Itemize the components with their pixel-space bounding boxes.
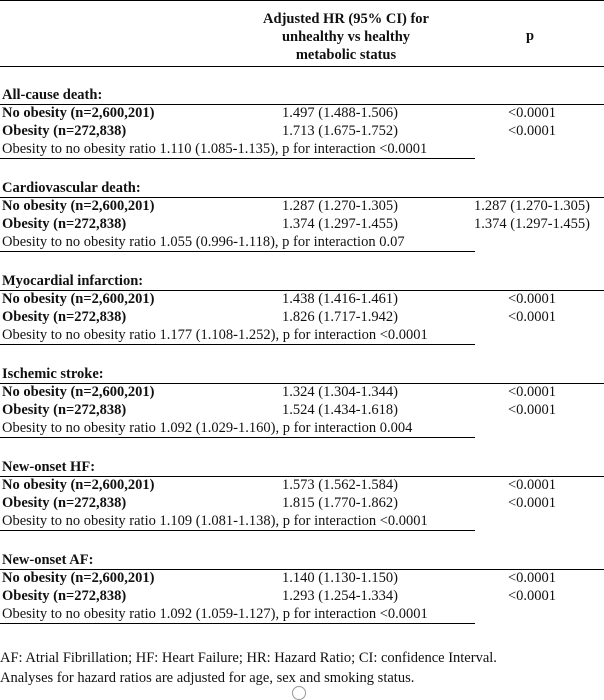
- table-section: [0, 179, 604, 259]
- row-label: No obesity (n=2,600,201): [2, 105, 155, 121]
- row-hr: 1.374 (1.297-1.455): [282, 216, 398, 232]
- row-p: <0.0001: [507, 105, 557, 121]
- table-row: [0, 476, 604, 494]
- row-p: <0.0001: [507, 495, 557, 511]
- column-header-hr-line: metabolic status: [295, 47, 397, 63]
- table-section: [0, 365, 604, 445]
- section-underline: [0, 623, 475, 624]
- footnote: [0, 648, 497, 688]
- table-top-rule: [0, 0, 604, 2]
- row-p: <0.0001: [507, 384, 557, 400]
- table-row: [0, 383, 604, 401]
- scroll-indicator-icon: [292, 686, 306, 700]
- table-row: [0, 104, 604, 122]
- row-label: No obesity (n=2,600,201): [2, 291, 155, 307]
- table-row: [0, 587, 604, 605]
- section-underline: [0, 437, 475, 438]
- table-row: [0, 122, 604, 140]
- row-label: No obesity (n=2,600,201): [2, 477, 155, 493]
- ratio-text: Obesity to no obesity ratio 1.177 (1.108-1.252), p for interaction <0.0001: [2, 327, 428, 343]
- row-label: Obesity (n=272,838): [2, 402, 127, 418]
- row-hr: 1.324 (1.304-1.344): [282, 384, 398, 400]
- section-title: New-onset HF:: [2, 459, 96, 475]
- section-underline: [0, 344, 475, 345]
- section-underline: [0, 530, 475, 531]
- ratio-text: Obesity to no obesity ratio 1.092 (1.029-1.160), p for interaction 0.004: [2, 420, 413, 436]
- table-row: [0, 401, 604, 419]
- table-section: [0, 86, 604, 166]
- row-label: Obesity (n=272,838): [2, 216, 127, 232]
- row-hr: 1.287 (1.270-1.305): [282, 198, 398, 214]
- column-header-hr: [246, 10, 446, 64]
- row-p: <0.0001: [507, 588, 557, 604]
- row-hr: 1.524 (1.434-1.618): [282, 402, 398, 418]
- row-p: <0.0001: [507, 291, 557, 307]
- table-row: [0, 290, 604, 308]
- column-header-p: p: [525, 28, 535, 44]
- section-title: Cardiovascular death:: [2, 180, 141, 196]
- ratio-text: Obesity to no obesity ratio 1.092 (1.059-1.127), p for interaction <0.0001: [2, 606, 428, 622]
- section-underline: [0, 251, 475, 252]
- row-label: Obesity (n=272,838): [2, 588, 127, 604]
- section-title: Ischemic stroke:: [2, 366, 104, 382]
- row-hr: 1.140 (1.130-1.150): [282, 570, 398, 586]
- row-hr: 1.713 (1.675-1.752): [282, 123, 398, 139]
- table-section: [0, 551, 604, 631]
- ratio-text: Obesity to no obesity ratio 1.109 (1.081-1.138), p for interaction <0.0001: [2, 513, 428, 529]
- footnote-line: AF: Atrial Fibrillation; HF: Heart Failure; HR: Hazard Ratio; CI: confidence Interval.: [0, 650, 497, 666]
- table-row: [0, 197, 604, 215]
- table-row: [0, 569, 604, 587]
- ratio-text: Obesity to no obesity ratio 1.110 (1.085-1.135), p for interaction <0.0001: [2, 141, 428, 157]
- row-hr: 1.293 (1.254-1.334): [282, 588, 398, 604]
- row-label: Obesity (n=272,838): [2, 123, 127, 139]
- column-header-hr-line: Adjusted HR (95% CI) for: [263, 11, 429, 27]
- table-row: [0, 308, 604, 326]
- row-p: <0.0001: [507, 123, 557, 139]
- row-p: <0.0001: [507, 402, 557, 418]
- row-p: <0.0001: [507, 477, 557, 493]
- row-hr: 1.573 (1.562-1.584): [282, 477, 398, 493]
- table-row: [0, 494, 604, 512]
- row-p: <0.0001: [507, 570, 557, 586]
- section-title: Myocardial infarction:: [2, 273, 144, 289]
- row-label: Obesity (n=272,838): [2, 495, 127, 511]
- row-label: No obesity (n=2,600,201): [2, 198, 155, 214]
- row-p: 1.287 (1.270-1.305): [474, 198, 590, 214]
- table-row: [0, 215, 604, 233]
- row-label: No obesity (n=2,600,201): [2, 570, 155, 586]
- row-label: Obesity (n=272,838): [2, 309, 127, 325]
- header-bottom-rule: [0, 66, 604, 67]
- table-section: [0, 458, 604, 538]
- section-title: New-onset AF:: [2, 552, 94, 568]
- row-hr: 1.815 (1.770-1.862): [282, 495, 398, 511]
- ratio-text: Obesity to no obesity ratio 1.055 (0.996-1.118), p for interaction 0.07: [2, 234, 405, 250]
- table-section: [0, 272, 604, 352]
- row-label: No obesity (n=2,600,201): [2, 384, 155, 400]
- row-hr: 1.826 (1.717-1.942): [282, 309, 398, 325]
- row-p: 1.374 (1.297-1.455): [474, 216, 590, 232]
- section-underline: [0, 158, 475, 159]
- footnote-line: Analyses for hazard ratios are adjusted for age, sex and smoking status.: [0, 670, 415, 686]
- row-hr: 1.497 (1.488-1.506): [282, 105, 398, 121]
- row-hr: 1.438 (1.416-1.461): [282, 291, 398, 307]
- section-title: All-cause death:: [2, 87, 103, 103]
- row-p: <0.0001: [507, 309, 557, 325]
- column-header-hr-line: unhealthy vs healthy: [281, 29, 411, 45]
